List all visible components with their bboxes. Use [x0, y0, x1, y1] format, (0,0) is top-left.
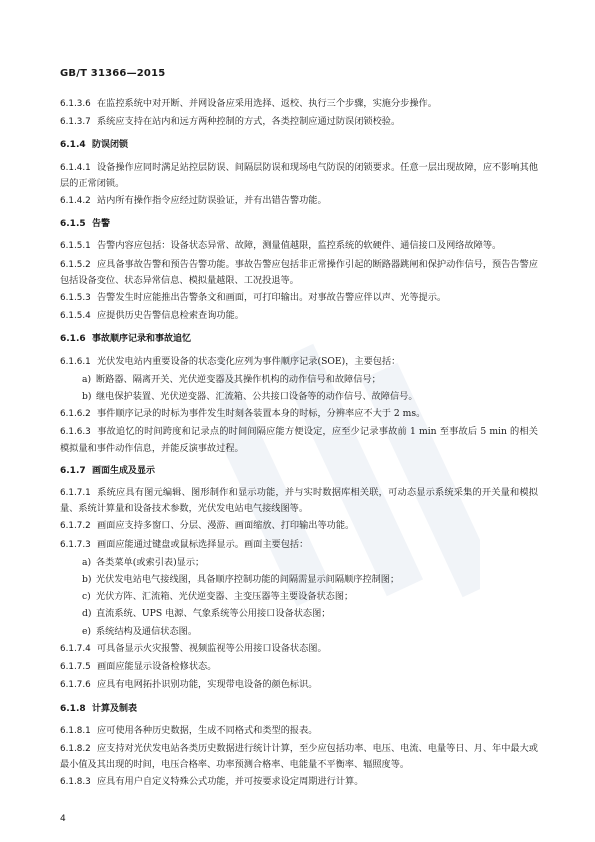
clause-number: 6.1.3.7	[60, 117, 91, 128]
clause-text: 站内所有操作指令应经过防误验证，并有出错告警功能。	[97, 195, 327, 207]
clause-text: 可具备显示火灾报警、视频监视等公用接口设备状态图。	[97, 642, 327, 654]
clause-number: 6.1.8.1	[60, 725, 91, 736]
clause-text: 事件顺序记录的时标为事件发生时刻各装置本身的时标，分辨率应不大于 2 ms。	[97, 408, 426, 420]
clause-paragraph	[60, 677, 538, 693]
list-item-text: 系统结构及通信状态图。	[96, 625, 198, 637]
list-marker: a)	[82, 556, 92, 568]
clause-text: 事故追忆的时间跨度和记录点的时间间隔应能方便设定，应至少记录事故前 1 min 至事故后 5 min 的相关模拟量和事件动作信息，并能反演事故过程。	[60, 426, 538, 454]
clause-paragraph	[60, 308, 538, 324]
list-marker: c)	[82, 591, 91, 603]
list-marker: e)	[82, 625, 92, 637]
section-title: 计算及制表	[92, 703, 138, 714]
clause-text: 在监控系统中对开断、并网设备应采用选择、返校、执行三个步骤，实施分步操作。	[97, 98, 437, 109]
list-marker: d)	[82, 608, 92, 620]
clause-number: 6.1.6.3	[60, 427, 91, 438]
section-heading	[60, 332, 538, 347]
clause-paragraph	[60, 518, 538, 534]
clause-paragraph	[60, 114, 538, 130]
clause-number: 6.1.5.1	[60, 241, 91, 252]
section-title: 告警	[92, 219, 111, 230]
list-item	[82, 372, 538, 387]
clause-number: 6.1.6.1	[60, 356, 91, 367]
section-heading	[60, 138, 538, 153]
clause-number: 6.1.7.1	[60, 488, 91, 499]
clause-paragraph	[60, 424, 538, 455]
clause-text: 应提供历史告警信息检索查询功能。	[97, 310, 244, 322]
clause-paragraph	[60, 485, 538, 516]
list-marker: b)	[82, 574, 92, 586]
list-item-text: 光伏方阵、汇流箱、光伏逆变器、主变压器等主要设备状态图；	[96, 591, 354, 603]
clause-text: 画面应支持多窗口、分层、漫游、画面缩放、打印输出等功能。	[97, 520, 355, 532]
section-number: 6.1.4	[60, 140, 86, 151]
clause-paragraph	[60, 238, 538, 254]
clause-text: 系统应具有图元编辑、图形制作和显示功能，并与实时数据库相关联，可动态显示系统采集的开关量和模拟量、系统计算量和设备技术参数，光伏发电站电气接线图等。	[60, 487, 538, 515]
clause-number: 6.1.7.3	[60, 539, 91, 550]
clause-number: 6.1.8.2	[60, 743, 91, 754]
clause-paragraph	[60, 537, 538, 553]
clause-number: 6.1.7.6	[60, 680, 91, 691]
clause-number: 6.1.5.3	[60, 293, 91, 304]
list-marker: a)	[82, 373, 92, 385]
clause-number: 6.1.7.2	[60, 521, 91, 532]
clause-number: 6.1.4.1	[60, 162, 91, 173]
clause-number: 6.1.7.5	[60, 662, 91, 673]
section-number: 6.1.8	[60, 703, 86, 714]
clause-paragraph	[60, 659, 538, 675]
clause-text: 设备操作应同时满足站控层防误、间隔层防误和现场电气防误的闭锁要求。任意一层出现故障，应不影响其他层的正常闭锁。	[60, 161, 538, 189]
clause-paragraph	[60, 641, 538, 657]
clause-paragraph	[60, 96, 538, 112]
clause-text: 应具有用户自定义特殊公式功能，并可按要求设定周期进行计算。	[97, 776, 364, 788]
clause-paragraph	[60, 290, 538, 306]
clause-text: 画面应能显示设备检修状态。	[97, 661, 217, 673]
clause-number: 6.1.7.4	[60, 643, 91, 654]
clause-paragraph	[60, 257, 538, 288]
section-heading	[60, 702, 538, 717]
list-item	[82, 555, 538, 570]
clause-number: 6.1.4.2	[60, 196, 91, 207]
clause-number: 6.1.5.4	[60, 311, 91, 322]
list-item-text: 断路器、隔离开关、光伏逆变器及其操作机构的动作信号和故障信号；	[96, 373, 381, 385]
section-number: 6.1.6	[60, 334, 86, 345]
list-item-text: 继电保护装置、光伏逆变器、汇流箱、公共接口设备等的动作信号、故障信号。	[96, 391, 418, 403]
list-item-text: 各类菜单(或索引表)显示；	[96, 556, 205, 568]
list-item	[82, 624, 538, 639]
clause-text: 光伏发电站内重要设备的状态变化应列为事件顺序记录(SOE)，主要包括：	[97, 355, 401, 367]
section-number: 6.1.7	[60, 465, 86, 476]
list-item	[82, 389, 538, 404]
clause-text: 应支持对光伏发电站各类历史数据进行统计计算，至少应包括功率、电压、电流、电量等日、月、年中最大或最小值及其出现的时间，电压合格率、功率预测合格率、电能量不平衡率、辐照度等。	[60, 742, 538, 771]
clause-paragraph	[60, 354, 538, 370]
clause-text: 告警发生时应能推出告警条文和画面，可打印输出。对事故告警应伴以声、光等提示。	[97, 292, 447, 304]
standard-number: GB/T 31366—2015	[60, 68, 166, 79]
list-item	[82, 589, 538, 604]
clause-paragraph	[60, 774, 538, 790]
clause-text: 应具备事故告警和预告告警功能。事故告警应包括非正常操作引起的断路器跳闸和保护动作信号，预告告警应包括设备变位、状态异常信息、模拟量越限、工况投退等。	[60, 258, 538, 286]
list-item	[82, 572, 538, 587]
section-heading	[60, 464, 538, 479]
clause-number: 6.1.5.2	[60, 259, 91, 270]
clause-number: 6.1.3.6	[60, 99, 91, 109]
clause-number: 6.1.6.2	[60, 409, 91, 420]
clause-text: 应具有电网拓扑识别功能，实现带电设备的颜色标识。	[97, 679, 318, 691]
clause-number: 6.1.8.3	[60, 777, 91, 788]
document-body	[60, 96, 538, 793]
section-title: 事故顺序记录和事故追忆	[92, 334, 192, 345]
list-item-text: 光伏发电站电气接线图，具备顺序控制功能的间隔需显示间隔顺序控制图；	[96, 574, 400, 586]
section-title: 画面生成及显示	[92, 465, 156, 476]
clause-text: 画面应能通过键盘或鼠标选择显示。画面主要包括：	[97, 538, 309, 550]
clause-paragraph	[60, 406, 538, 422]
list-item-text: 直流系统、UPS 电源、气象系统等公用接口设备状态图；	[96, 608, 331, 620]
clause-paragraph	[60, 723, 538, 739]
list-item	[82, 606, 538, 621]
section-number: 6.1.5	[60, 219, 86, 230]
clause-text: 应可使用各种历史数据，生成不同格式和类型的报表。	[97, 724, 318, 736]
page-number: 4	[60, 814, 66, 824]
clause-paragraph	[60, 160, 538, 191]
clause-paragraph	[60, 193, 538, 209]
section-title: 防误闭锁	[92, 140, 129, 151]
section-heading	[60, 217, 538, 232]
clause-text: 告警内容应包括：设备状态异常、故障，测量值越限，监控系统的软硬件、通信接口及网络故障等。	[97, 240, 502, 252]
list-marker: b)	[82, 391, 92, 403]
clause-paragraph	[60, 741, 538, 772]
clause-text: 系统应支持在站内和远方两种控制的方式，各类控制应通过防误闭锁校验。	[97, 116, 401, 128]
